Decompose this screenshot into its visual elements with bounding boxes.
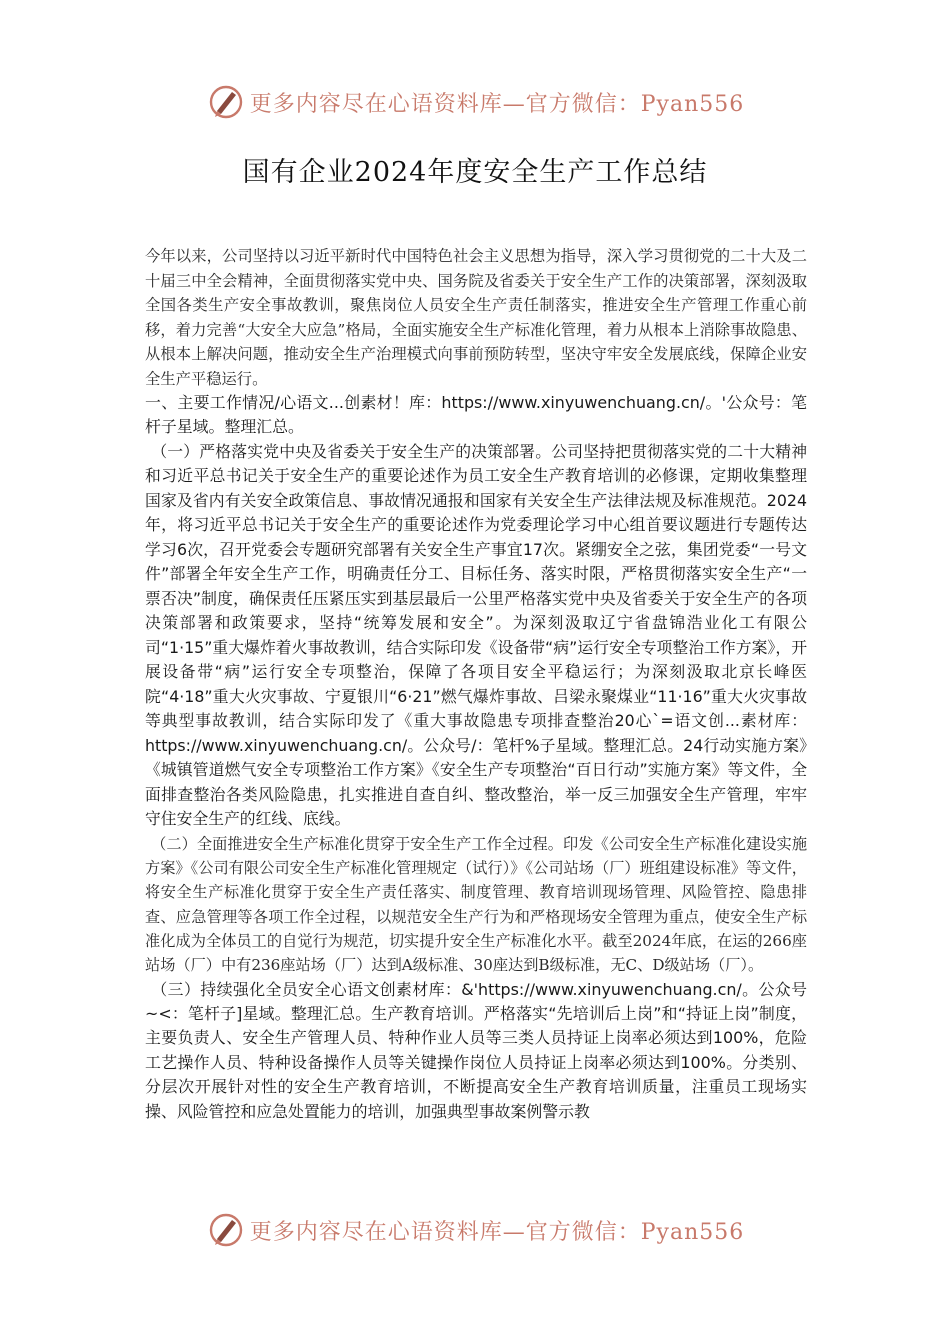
pen-circle-logo-icon bbox=[206, 1210, 246, 1250]
section-1-paragraph: （一）严格落实党中央及省委关于安全生产的决策部署。公司坚持把贯彻落实党的二十大精神和习近平总书记关于安全生产的重要论述作为员工安全生产教育培训的必修课，定期收集整理国家及省内有关安全政策信息、事故情况通报和国家有关安全生产法律法规及标准规范。2024年，将习近平总书记关于安全生产的重要论述作为党委理论学习中心组首要议题进行专题传达学习6次，召开党委会专题研究部署有关安全生产事宜17次。紧绷安全之弦，集团党委“一号文件”部署全年安全生产工作，明确责任分工、目标任务、落实时限，严格贯彻落实安全生产“一票否决”制度，确保责任压紧压实到基层最后一公里严格落实党中央及省委关于安全生产的各项决策部署和政策要求，坚持“统筹发展和安全”。为深刻汲取辽宁省盘锦浩业化工有限公司“1·15”重大爆炸着火事故教训，结合实际印发《设备带“病”运行安全专项整治工作方案》，开展设备带“病”运行安全专项整治，保障了各项目安全平稳运行；为深刻汲取北京长峰医院“4·18”重大火灾事故、宁夏银川“6·21”燃气爆炸事故、吕梁永聚煤业“11·16”重大火灾事故等典型事故教训，结合实际印发了《重大事故隐患专项排查整治20心`=语文创...素材库：https://www.xinyuwenchuang.cn/。公众号/：笔杆%子星域。整理汇总。24行动实施方案》《城镇管道燃气安全专项整治工作方案》《安全生产专项整治“百日行动”实施方案》等文件，全面排查整治各类风险隐患，扎实推进自查自纠、整改整治，举一反三加强安全生产管理，牢牢守住安全生产的红线、底线。 bbox=[145, 441, 807, 829]
footer-banner bbox=[0, 1208, 950, 1252]
pen-circle-logo-icon bbox=[206, 82, 246, 122]
document-body bbox=[145, 244, 807, 1124]
banner-text: 更多内容尽在心语资料库—官方微信：Pyan556 bbox=[249, 91, 745, 117]
section-3-paragraph: （三）持续强化全员安全心语文创素材库：&'https://www.xinyuwenchuang.cn/。公众号~<：笔杆子]星域。整理汇总。生产教育培训。严格落实“先培训后上岗”和“持证上岗”制度，主要负责人、安全生产管理人员、特种作业人员等三类人员持证上岗率必须达到100%，危险工艺操作人员、特种设备操作人员等关键操作岗位人员持证上岗率必须达到100%。分类别、分层次开展针对性的安全生产教育培训，不断提高安全生产教育培训质量，注重员工现场实操、风险管控和应急处置能力的培训，加强典型事故案例警示教 bbox=[145, 979, 807, 1121]
intro-paragraph: 今年以来，公司坚持以习近平新时代中国特色社会主义思想为指导，深入学习贯彻党的二十大及二十届三中全会精神，全面贯彻落实党中央、国务院及省委关于安全生产工作的决策部署，深刻汲取全国各类生产安全事故教训，聚焦岗位人员安全生产责任制落实，推进安全生产管理工作重心前移，着力完善“大安全大应急”格局，全面实施安全生产标准化管理，着力从根本上消除事故隐患、从根本上解决问题，推动安全生产治理模式向事前预防转型，坚决守牢安全发展底线，保障企业安全生产平稳运行。 bbox=[145, 247, 807, 388]
banner-text: 更多内容尽在心语资料库—官方微信：Pyan556 bbox=[249, 1219, 745, 1245]
document-title: 国有企业2024年度安全生产工作总结 bbox=[242, 157, 708, 188]
heading-main-work: 一、主要工作情况/心语文...创素材！库：https://www.xinyuwenchuang.cn/。'公众号：笔杆子星域。整理汇总。 bbox=[145, 393, 807, 437]
header-banner bbox=[0, 80, 950, 124]
section-2-paragraph: （二）全面推进安全生产标准化贯穿于安全生产工作全过程。印发《公司安全生产标准化建设实施方案》《公司有限公司安全生产标准化管理规定（试行）》《公司站场（厂）班组建设标准》等文件，将安全生产标准化贯穿于安全生产责任落实、制度管理、教育培训现场管理、风险管控、隐患排查、应急管理等各项工作全过程，以规范安全生产行为和严格现场安全管理为重点，使安全生产标准化成为全体员工的自觉行为规范，切实提升安全生产标准化水平。截至2024年底，在运的266座站场（厂）中有236座站场（厂）达到A级标准、30座达到B级标准，无C、D级站场（厂）。 bbox=[145, 834, 807, 975]
